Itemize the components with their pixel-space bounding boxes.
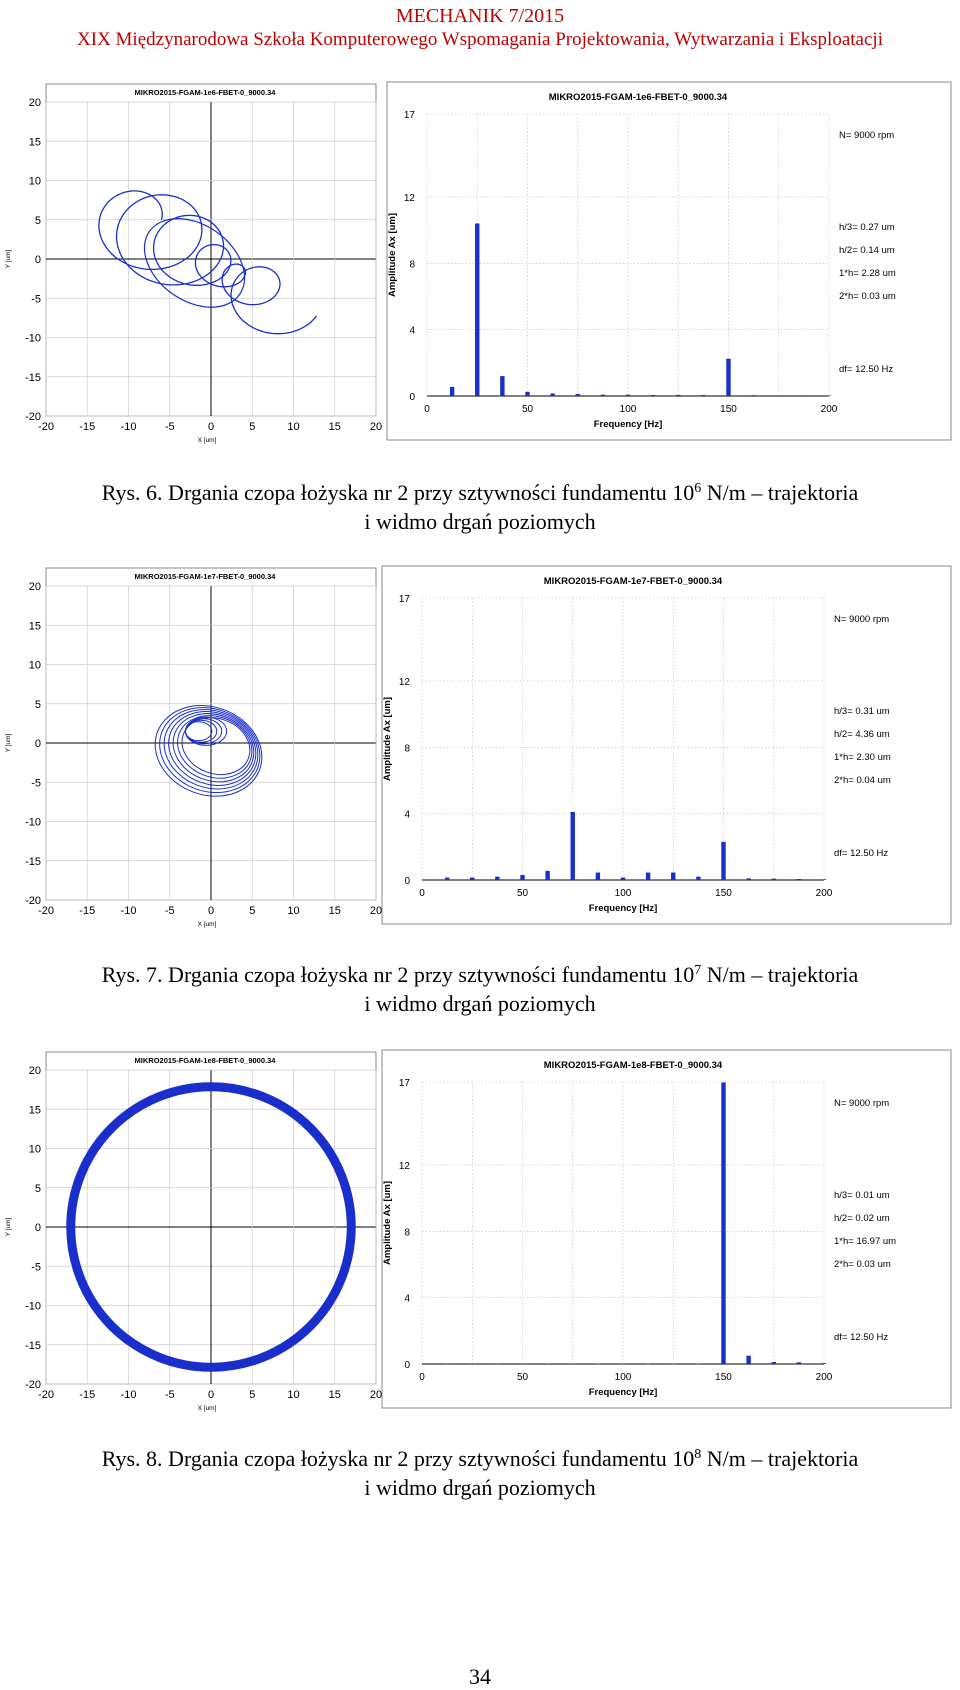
x-tick-label: -5 xyxy=(165,1389,175,1401)
figure-caption-8 xyxy=(0,1444,960,1502)
x-tick-label: 10 xyxy=(287,1389,299,1401)
y-tick-label: 4 xyxy=(404,1294,410,1305)
y-tick-label: -10 xyxy=(25,817,41,829)
x-axis-label: X [um] xyxy=(198,437,217,444)
x-tick-label: 15 xyxy=(329,1389,341,1401)
x-tick-label: 20 xyxy=(370,905,382,917)
y-tick-label: -5 xyxy=(31,1261,41,1273)
spectrum-bar xyxy=(445,878,449,880)
info-label: 2*h= 0.04 um xyxy=(834,775,891,786)
figure-caption-7 xyxy=(0,960,960,1018)
y-tick-label: 15 xyxy=(29,1104,41,1116)
x-tick-label: -5 xyxy=(165,421,175,433)
y-tick-label: -20 xyxy=(25,411,41,423)
spectrum-bar xyxy=(676,395,680,396)
info-label: N= 9000 rpm xyxy=(834,1098,889,1109)
y-tick-label: 10 xyxy=(29,176,41,188)
y-axis-label: Y [um] xyxy=(5,1217,12,1236)
caption-7-exp: 7 xyxy=(694,963,701,978)
spectrum-bar xyxy=(550,394,554,396)
info-label: N= 9000 rpm xyxy=(834,614,889,625)
x-tick-label: -10 xyxy=(121,421,137,433)
caption-6-text: Rys. 6. Drgania czopa łożyska nr 2 przy sztywności fundamentu 10 xyxy=(102,480,695,505)
x-tick-label: 0 xyxy=(419,1372,425,1383)
y-tick-label: 0 xyxy=(409,392,415,403)
x-tick-label: 50 xyxy=(522,404,534,415)
caption-8-text: Rys. 8. Drgania czopa łożyska nr 2 przy sztywności fundamentu 10 xyxy=(102,1446,695,1471)
x-tick-label: -20 xyxy=(38,905,54,917)
info-label: df= 12.50 Hz xyxy=(839,364,893,375)
x-tick-label: 150 xyxy=(715,888,732,899)
x-tick-label: 50 xyxy=(517,888,529,899)
info-label: 1*h= 16.97 um xyxy=(834,1236,896,1247)
x-tick-label: 10 xyxy=(287,421,299,433)
spectrum-bar xyxy=(772,1362,776,1364)
info-label: 2*h= 0.03 um xyxy=(834,1259,891,1270)
x-tick-label: 20 xyxy=(370,1389,382,1401)
caption-6-text-post: N/m – trajektoria xyxy=(701,480,858,505)
y-tick-label: 17 xyxy=(404,110,416,121)
spectrum-bar xyxy=(746,1356,750,1364)
y-tick-label: 12 xyxy=(404,193,416,204)
x-tick-label: 5 xyxy=(249,905,255,917)
spectrum-bar xyxy=(696,877,700,880)
y-tick-label: -5 xyxy=(31,777,41,789)
spectrum-bar xyxy=(596,873,600,880)
info-label: h/2= 0.14 um xyxy=(839,245,895,256)
spectrum-bar xyxy=(475,223,479,396)
spectrum-bar xyxy=(545,871,549,880)
x-axis-label: X [um] xyxy=(198,1405,217,1412)
y-tick-label: 12 xyxy=(399,677,411,688)
spectrum-bar xyxy=(772,879,776,880)
spectrum-bar xyxy=(777,395,781,396)
x-tick-label: 0 xyxy=(208,905,214,917)
y-tick-label: 12 xyxy=(399,1161,411,1172)
x-tick-label: 10 xyxy=(287,905,299,917)
y-axis-label: Y [um] xyxy=(5,249,12,268)
spectrum-bar xyxy=(802,395,806,396)
y-tick-label: 20 xyxy=(29,97,41,109)
info-label: df= 12.50 Hz xyxy=(834,1332,888,1343)
orbit-title: MIKRO2015-FGAM-1e7-FBET-0_9000.34 xyxy=(135,572,277,581)
x-tick-label: 5 xyxy=(249,421,255,433)
spectrum-bar xyxy=(646,873,650,880)
spectrum-bar xyxy=(797,879,801,880)
x-tick-label: -10 xyxy=(121,905,137,917)
x-tick-label: 0 xyxy=(419,888,425,899)
y-tick-label: 5 xyxy=(35,699,41,711)
y-tick-label: 20 xyxy=(29,581,41,593)
x-tick-label: 100 xyxy=(615,1372,632,1383)
spectrum-title: MIKRO2015-FGAM-1e6-FBET-0_9000.34 xyxy=(549,92,728,103)
spectrum-bar xyxy=(671,873,675,880)
y-axis-label: Amplitude Ax [um] xyxy=(382,1181,393,1265)
figure-caption-6 xyxy=(0,478,960,536)
y-axis-label: Amplitude Ax [um] xyxy=(387,213,398,297)
caption-8-text-post: N/m – trajektoria xyxy=(701,1446,858,1471)
spectrum-bar xyxy=(751,395,755,396)
y-tick-label: 17 xyxy=(399,594,411,605)
spectrum-bar xyxy=(626,395,630,396)
info-label: 1*h= 2.28 um xyxy=(839,268,896,279)
y-tick-label: -20 xyxy=(25,895,41,907)
info-label: h/3= 0.31 um xyxy=(834,706,890,717)
caption-8-line2: i widmo drgań poziomych xyxy=(364,1475,595,1500)
x-tick-label: 200 xyxy=(821,404,838,415)
y-tick-label: 0 xyxy=(35,738,41,750)
caption-6-line2: i widmo drgań poziomych xyxy=(364,509,595,534)
y-tick-label: -15 xyxy=(25,1340,41,1352)
orbit-title: MIKRO2015-FGAM-1e6-FBET-0_9000.34 xyxy=(135,88,277,97)
x-tick-label: -15 xyxy=(79,1389,95,1401)
spectrum-plot-fig7 xyxy=(380,564,955,949)
spectrum-plot-fig8 xyxy=(380,1048,955,1433)
y-tick-label: -15 xyxy=(25,372,41,384)
y-tick-label: -10 xyxy=(25,333,41,345)
y-tick-label: -10 xyxy=(25,1301,41,1313)
x-tick-label: 150 xyxy=(720,404,737,415)
y-tick-label: 10 xyxy=(29,1144,41,1156)
spectrum-bar xyxy=(701,395,705,396)
y-axis-label: Amplitude Ax [um] xyxy=(382,697,393,781)
x-tick-label: -15 xyxy=(79,905,95,917)
y-tick-label: 8 xyxy=(404,1227,410,1238)
spectrum-bar xyxy=(520,875,524,880)
spectrum-bar xyxy=(621,878,625,880)
caption-7-text-post: N/m – trajektoria xyxy=(701,962,858,987)
orbit-title: MIKRO2015-FGAM-1e8-FBET-0_9000.34 xyxy=(135,1056,277,1065)
x-tick-label: 100 xyxy=(615,888,632,899)
info-label: 1*h= 2.30 um xyxy=(834,752,891,763)
info-label: N= 9000 rpm xyxy=(839,130,894,141)
y-tick-label: -20 xyxy=(25,1379,41,1391)
caption-7-text: Rys. 7. Drgania czopa łożyska nr 2 przy sztywności fundamentu 10 xyxy=(102,962,695,987)
spectrum-bar xyxy=(651,395,655,396)
conference-title: XIX Międzynarodowa Szkoła Komputerowego Wspomagania Projektowania, Wytwarzania i Eksploatacji xyxy=(0,28,960,52)
x-tick-label: -5 xyxy=(165,905,175,917)
x-tick-label: -10 xyxy=(121,1389,137,1401)
caption-7-line2: i widmo drgań poziomych xyxy=(364,991,595,1016)
x-tick-label: 15 xyxy=(329,421,341,433)
y-tick-label: 8 xyxy=(404,743,410,754)
x-tick-label: 5 xyxy=(249,1389,255,1401)
x-tick-label: 0 xyxy=(208,421,214,433)
orbit-plot-fig7 xyxy=(0,564,385,949)
spectrum-bar xyxy=(571,812,575,880)
x-axis-label: Frequency [Hz] xyxy=(589,903,658,914)
caption-8-exp: 8 xyxy=(694,1447,701,1462)
x-axis-label: Frequency [Hz] xyxy=(594,419,663,430)
info-label: h/2= 0.02 um xyxy=(834,1213,890,1224)
spectrum-bar xyxy=(822,1363,826,1364)
x-tick-label: -15 xyxy=(79,421,95,433)
caption-6-exp: 6 xyxy=(694,481,701,496)
y-tick-label: -15 xyxy=(25,856,41,868)
y-tick-label: 0 xyxy=(35,1222,41,1234)
spectrum-bar xyxy=(746,878,750,880)
x-axis-label: X [um] xyxy=(198,921,217,928)
spectrum-bar xyxy=(450,387,454,396)
spectrum-bar xyxy=(576,394,580,396)
y-axis-label: Y [um] xyxy=(5,733,12,752)
x-tick-label: 0 xyxy=(208,1389,214,1401)
y-tick-label: 4 xyxy=(409,326,415,337)
y-tick-label: 17 xyxy=(399,1078,411,1089)
x-tick-label: 100 xyxy=(620,404,637,415)
y-tick-label: -5 xyxy=(31,293,41,305)
x-tick-label: 200 xyxy=(816,1372,833,1383)
spectrum-bar xyxy=(721,1082,725,1364)
spectrum-bar xyxy=(525,392,529,396)
x-axis-label: Frequency [Hz] xyxy=(589,1387,658,1398)
y-tick-label: 10 xyxy=(29,660,41,672)
info-label: df= 12.50 Hz xyxy=(834,848,888,859)
y-tick-label: 5 xyxy=(35,1183,41,1195)
spectrum-bar xyxy=(500,376,504,396)
y-tick-label: 8 xyxy=(409,259,415,270)
info-label: h/3= 0.01 um xyxy=(834,1190,890,1201)
spectrum-bar xyxy=(797,1362,801,1364)
page-number: 34 xyxy=(0,1664,960,1690)
y-tick-label: 0 xyxy=(404,1360,410,1371)
spectrum-bar xyxy=(495,877,499,880)
spectrum-bar xyxy=(601,395,605,396)
info-label: h/3= 0.27 um xyxy=(839,222,895,233)
y-tick-label: 5 xyxy=(35,215,41,227)
spectrum-bar xyxy=(726,359,730,396)
y-tick-label: 20 xyxy=(29,1065,41,1077)
info-label: h/2= 4.36 um xyxy=(834,729,890,740)
page-header xyxy=(0,4,960,52)
x-tick-label: 15 xyxy=(329,905,341,917)
y-tick-label: 15 xyxy=(29,136,41,148)
x-tick-label: -20 xyxy=(38,421,54,433)
spectrum-title: MIKRO2015-FGAM-1e7-FBET-0_9000.34 xyxy=(544,576,723,587)
y-tick-label: 15 xyxy=(29,620,41,632)
x-tick-label: 200 xyxy=(816,888,833,899)
y-tick-label: 4 xyxy=(404,810,410,821)
spectrum-bar xyxy=(822,879,826,880)
x-tick-label: 0 xyxy=(424,404,430,415)
info-label: 2*h= 0.03 um xyxy=(839,291,896,302)
y-tick-label: 0 xyxy=(404,876,410,887)
y-tick-label: 0 xyxy=(35,254,41,266)
spectrum-title: MIKRO2015-FGAM-1e8-FBET-0_9000.34 xyxy=(544,1060,723,1071)
orbit-plot-fig6 xyxy=(0,80,385,465)
x-tick-label: -20 xyxy=(38,1389,54,1401)
journal-title: MECHANIK 7/2015 xyxy=(0,4,960,28)
x-tick-label: 20 xyxy=(370,421,382,433)
spectrum-bar xyxy=(721,842,725,880)
orbit-plot-fig8 xyxy=(0,1048,385,1433)
x-tick-label: 50 xyxy=(517,1372,529,1383)
spectrum-bar xyxy=(470,878,474,880)
spectrum-plot-fig6 xyxy=(385,80,955,465)
x-tick-label: 150 xyxy=(715,1372,732,1383)
